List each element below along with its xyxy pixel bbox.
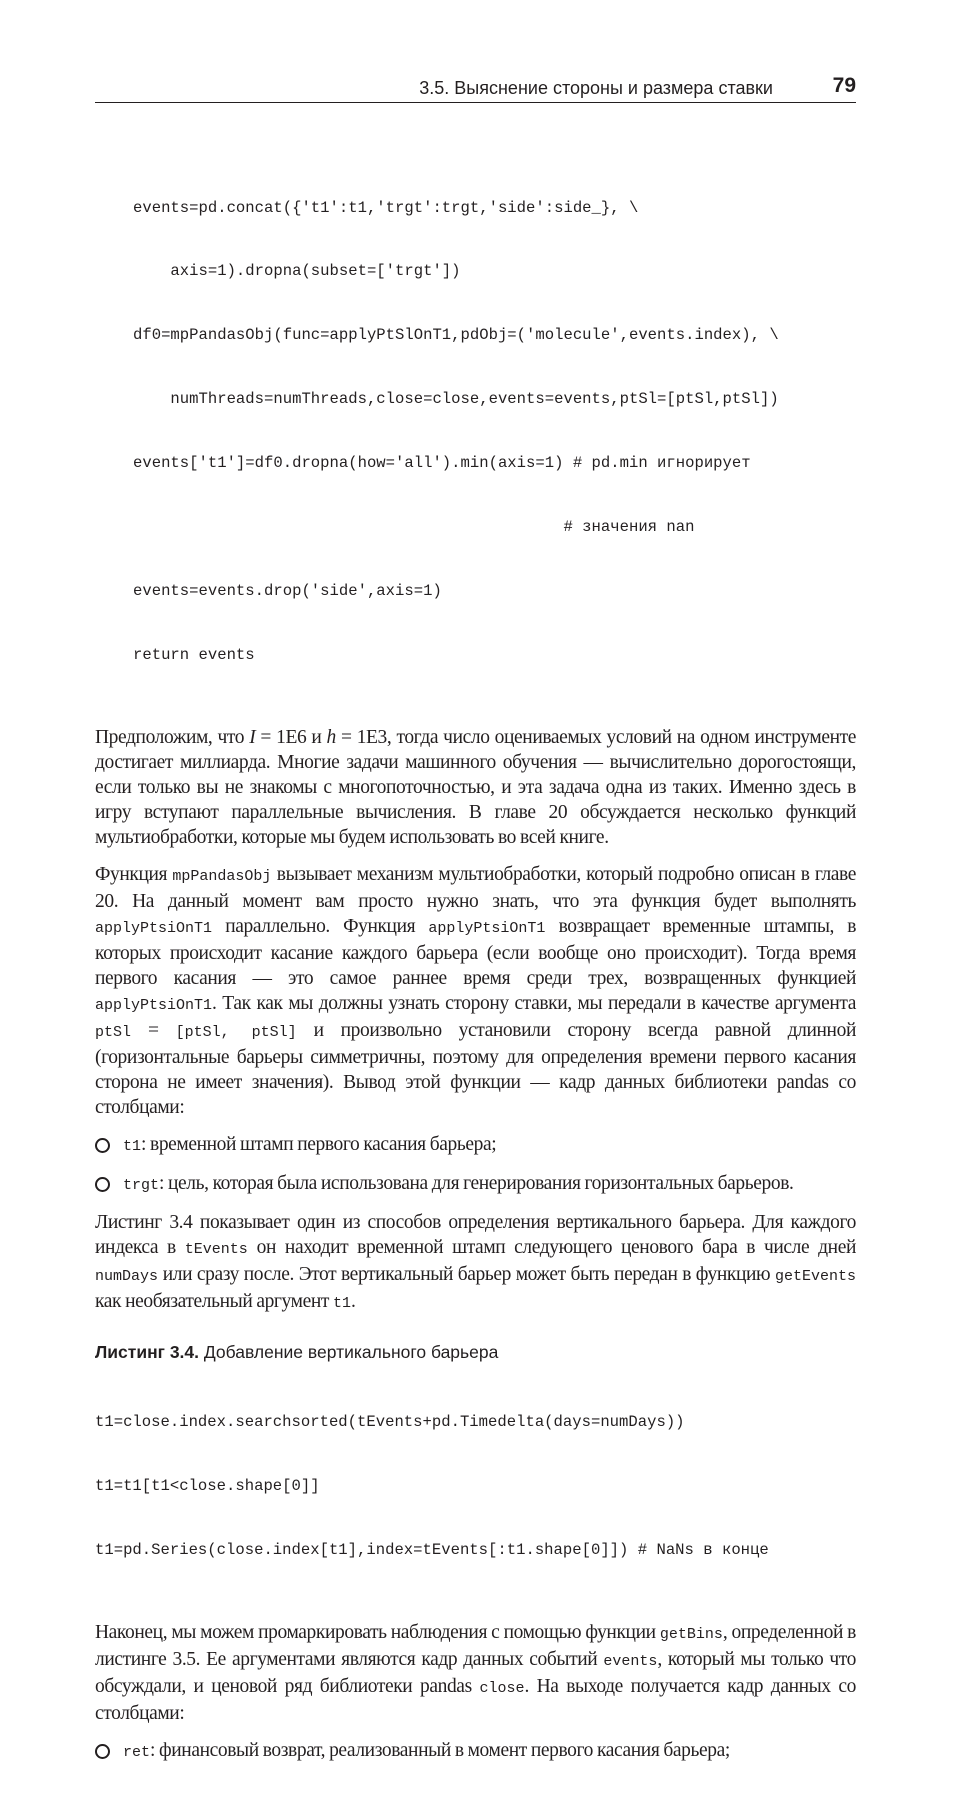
text-run: Наконец, мы можем промаркировать наблюдения с помощью функции	[95, 1621, 660, 1643]
bullet-circle-icon	[95, 1744, 110, 1759]
text-run: = 1E3, тогда число оцениваемых условий на одном инструменте достигает миллиарда. Многие задачи машинного обучения — вычислительно дорогостоящи, если только вы не знакомы с многопоточностью, и эта задача одна из таких. Именно здесь в игру вступают параллельные вычисления. В главе 20 обсуждается несколько функций мультиобработки, которые мы будем использовать во всей книге.	[95, 726, 856, 848]
text-run: =	[131, 1019, 176, 1041]
text-run: он находит временной штамп следующего ценового бара в числе дней	[247, 1236, 856, 1258]
code-line: numThreads=numThreads,close=close,events=events,ptSl=[ptSl,ptSl])	[133, 390, 779, 409]
text-run: Предположим, что	[95, 726, 250, 748]
code-line: events['t1']=df0.dropna(how='all').min(axis=1) # pd.min игнорирует	[133, 454, 751, 473]
code-line: df0=mpPandasObj(func=applyPtSlOnT1,pdObj=('molecule',events.index), \	[133, 326, 779, 345]
text-run: . На выходе получается кадр данных со столбцами:	[95, 1675, 856, 1724]
text-run: Листинг 3.4 показывает один из способов определения вертикального барьера. Для каждого индекса в	[95, 1211, 856, 1258]
running-title: 3.5. Выяснение стороны и размера ставки	[419, 78, 773, 98]
text-run: возвращает временные штампы, в которых происходит касание каждого барьера (если вообще оно происходит). Тогда время первого касания — это самое раннее время среди трех, возвращенных функцией	[95, 915, 856, 989]
paragraph	[95, 1620, 856, 1726]
text-run: : цель, которая была использована для генерирования горизонтальных барьеров.	[159, 1172, 794, 1194]
code-line: t1=pd.Series(close.index[t1],index=tEvents[:t1.shape[0]]) # NaNs в конце	[95, 1541, 769, 1560]
text-run: и произвольно установили сторону всегда равной длинной (горизонтальные барьеры симметричны, поэтому для определения времени первого касания сторона не имеет значения). Вывод этой функции — кадр данных библиотеки pandas со столбцами:	[95, 1019, 856, 1118]
code-line: events=pd.concat({'t1':t1,'trgt':trgt,'side':side_}, \	[133, 198, 639, 217]
inline-code: ret	[123, 1743, 151, 1761]
bullet-item	[95, 1738, 856, 1765]
inline-code: close	[479, 1679, 525, 1697]
text-run: : финансовый возврат, реализованный в момент первого касания барьера;	[150, 1739, 730, 1761]
inline-code: getBins	[659, 1625, 723, 1643]
code-line: axis=1).dropna(subset=['trgt'])	[133, 262, 461, 281]
text-run: как необязательный аргумент	[95, 1290, 333, 1312]
code-line: events=events.drop('side',axis=1)	[133, 581, 442, 600]
inline-code: tEvents	[184, 1240, 248, 1258]
text-run: , определенной в листинге 3.5. Ее аргументами являются кадр данных событий	[95, 1621, 856, 1670]
page	[95, 0, 856, 1805]
inline-code: numDays	[95, 1267, 159, 1285]
paragraph	[95, 725, 856, 850]
bullet-text	[123, 1134, 496, 1155]
inline-code: ptSl	[95, 1023, 132, 1041]
text-run: I	[249, 726, 256, 748]
paragraph	[95, 1210, 856, 1316]
code-block	[133, 155, 856, 709]
listing-label: Листинг 3.4.	[95, 1341, 200, 1362]
text-run: или сразу после. Этот вертикальный барьер может быть передан в функцию	[158, 1263, 775, 1285]
listing-caption	[95, 1340, 856, 1364]
code-line: return events	[133, 645, 255, 664]
bullet-circle-icon	[95, 1138, 110, 1153]
bullet-text	[123, 1173, 794, 1194]
bullet-item	[95, 1132, 856, 1159]
inline-code: getEvents	[774, 1267, 856, 1285]
listing-title: Добавление вертикального барьера	[199, 1341, 499, 1362]
text-run: = 1E6 и	[255, 726, 327, 748]
text-run: Функция	[95, 863, 173, 885]
inline-code: t1	[123, 1137, 142, 1155]
inline-code: applyPtsiOnT1	[428, 919, 546, 937]
running-header	[95, 74, 856, 103]
paragraph	[95, 862, 856, 1120]
inline-code: mpPandasObj	[172, 867, 272, 885]
code-line: t1=close.index.searchsorted(tEvents+pd.Timedelta(days=numDays))	[95, 1413, 685, 1432]
page-number: 79	[832, 74, 856, 97]
bullet-text	[123, 1740, 730, 1761]
text-run: вызывает механизм мультиобработки, который подробно описан в главе 20. На данный момент вам просто нужно знать, что эта функция будет выполнять	[95, 863, 856, 912]
inline-code: trgt	[123, 1176, 160, 1194]
inline-code: events	[603, 1652, 658, 1670]
listing-code	[95, 1370, 856, 1604]
code-line: t1=t1[t1<close.shape[0]]	[95, 1477, 320, 1496]
inline-code: t1	[332, 1294, 351, 1312]
text-run: : временной штамп первого касания барьера;	[141, 1133, 497, 1155]
bullet-circle-icon	[95, 1177, 110, 1192]
inline-code: applyPtsiOnT1	[95, 996, 213, 1014]
text-run: параллельно. Функция	[212, 915, 429, 937]
text-run: . Так как мы должны узнать сторону ставки, мы передали в качестве аргумента	[212, 992, 856, 1014]
text-run: .	[350, 1290, 356, 1312]
inline-code: applyPtsiOnT1	[95, 919, 213, 937]
text-run: , который мы только что обсуждали, и ценовой ряд библиотеки pandas	[95, 1648, 856, 1697]
bullet-item	[95, 1171, 856, 1198]
inline-code: [ptSl, ptSl]	[175, 1023, 297, 1041]
text-run: h	[326, 726, 336, 748]
code-line: # значения nan	[133, 518, 695, 537]
